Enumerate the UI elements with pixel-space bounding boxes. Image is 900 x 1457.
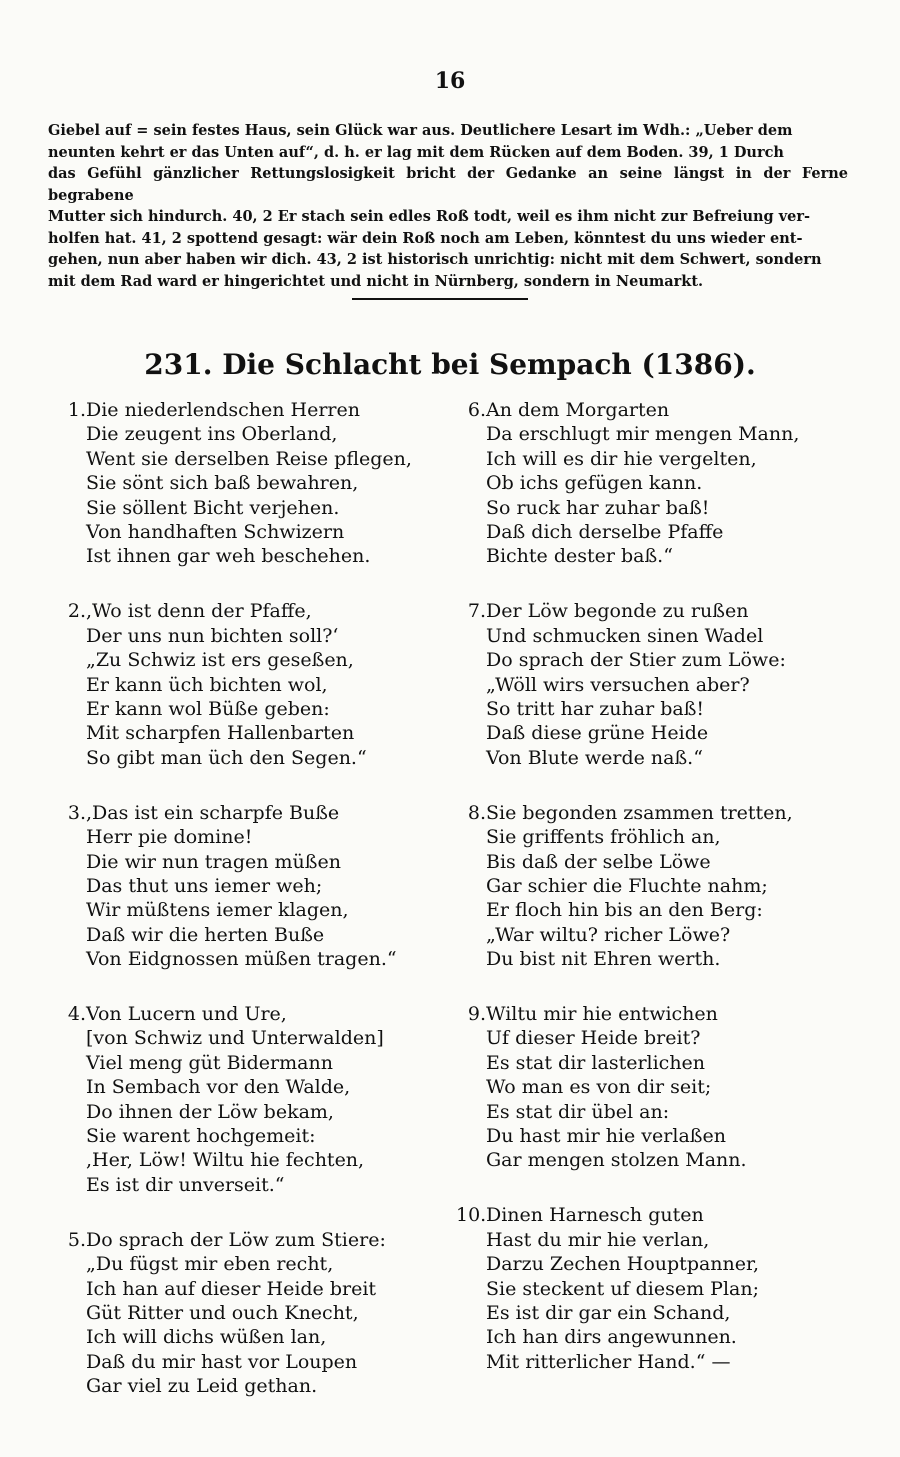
verse-line xyxy=(56,520,456,544)
verse-line xyxy=(56,1148,456,1172)
stanza-number: 3. xyxy=(67,801,86,824)
verse-text: Der uns nun bichten soll?‘ xyxy=(86,624,339,647)
verse-line xyxy=(456,874,856,898)
verse-line xyxy=(456,544,856,568)
verse-text: Güt Ritter und ouch Knecht, xyxy=(86,1302,359,1324)
verse-line xyxy=(456,721,856,745)
verse-line xyxy=(56,471,456,495)
verse-text: Ich han dirs angewunnen. xyxy=(486,1326,737,1349)
verse-line xyxy=(56,1277,456,1301)
verse-text: Ich will es dir hie vergelten, xyxy=(486,447,757,470)
verse-line xyxy=(56,673,456,697)
verse-line xyxy=(456,1228,856,1252)
verse-line xyxy=(456,1075,856,1099)
verse-text: Wir müßtens iemer klagen, xyxy=(86,899,349,922)
verse-line xyxy=(56,1350,456,1374)
verse-text: Es ist dir unverseit.“ xyxy=(86,1173,285,1196)
verse-text: Do ihnen der Löw bekam, xyxy=(86,1100,334,1123)
verse-text: Sie steckent uf diesem Plan; xyxy=(486,1277,759,1300)
verse-text: Es stat dir lasterlichen xyxy=(486,1051,706,1074)
verse-line xyxy=(56,599,456,623)
verse-text: Ist ihnen gar weh beschehen. xyxy=(86,545,371,568)
verse-line xyxy=(56,1051,456,1075)
verse-text: Es ist dir gar ein Schand, xyxy=(486,1302,731,1324)
verse-line xyxy=(56,1002,456,1026)
verse-text: Mit scharpfen Hallenbarten xyxy=(86,722,355,745)
verse-text: So gibt man üch den Segen.“ xyxy=(86,746,367,769)
verse-text: „Zu Schwiz ist ers geseßen, xyxy=(86,649,354,672)
verse-text: An dem Morgarten xyxy=(486,399,670,421)
footnotes xyxy=(48,120,848,292)
verse-line xyxy=(456,624,856,648)
verse-text: Gar schier die Fluchte nahm; xyxy=(486,874,768,897)
page-number: 16 xyxy=(434,68,466,94)
stanza xyxy=(456,801,856,972)
verse-text: Von Lucern und Ure, xyxy=(86,1003,287,1026)
verse-line xyxy=(456,1252,856,1276)
verse-line xyxy=(56,447,456,471)
verse-text: Hast du mir hie verlan, xyxy=(486,1228,710,1251)
verse-text: Das thut uns iemer weh; xyxy=(86,874,323,897)
stanza-number: 9. xyxy=(467,1003,486,1026)
stanza xyxy=(456,398,856,569)
verse-line xyxy=(56,496,456,520)
verse-text: Sie begonden zsammen tretten, xyxy=(486,801,793,824)
verse-text: Daß dich derselbe Pfaffe xyxy=(486,521,724,544)
verse-line xyxy=(456,746,856,770)
verse-text: Von Eidgnossen müßen tragen.“ xyxy=(86,948,397,971)
verse-text: Sie warent hochgemeit: xyxy=(86,1125,316,1148)
verse-line xyxy=(56,544,456,568)
verse-text: Die niederlendschen Herren xyxy=(86,399,360,421)
verse-text: Und schmucken sinen Wadel xyxy=(486,624,764,647)
verse-line xyxy=(456,825,856,849)
verse-text: Die zeugent ins Oberland, xyxy=(86,423,338,446)
verse-line xyxy=(56,1301,456,1325)
verse-line xyxy=(56,422,456,446)
verse-line xyxy=(56,1124,456,1148)
verse-text: Mit ritterlicher Hand.“ — xyxy=(486,1350,731,1373)
footnote-line: holfen hat. 41, 2 spottend gesagt: wär dein Roß noch am Leben, könntest du uns wieder ent- xyxy=(48,229,803,247)
verse-line xyxy=(56,1100,456,1124)
verse-text: Sie söllent Bicht verjehen. xyxy=(86,496,340,519)
stanza xyxy=(456,1203,856,1374)
verse-line xyxy=(456,1350,856,1374)
verse-text: „Wöll wirs versuchen aber? xyxy=(486,673,750,696)
verse-text: Ich will dichs wüßen lan, xyxy=(86,1326,327,1349)
verse-line xyxy=(56,850,456,874)
verse-text: Gar viel zu Leid gethan. xyxy=(86,1375,318,1398)
verse-text: Von Blute werde naß.“ xyxy=(486,746,703,769)
footnote-line: gehen, nun aber haben wir dich. 43, 2 ist historisch unrichtig: nicht mit dem Schwert, sondern xyxy=(48,251,822,268)
verse-line xyxy=(56,697,456,721)
verse-text: Bichte dester baß.“ xyxy=(486,545,673,568)
verse-line xyxy=(456,1124,856,1148)
verse-line xyxy=(456,471,856,495)
verse-text: Do sprach der Löw zum Stiere: xyxy=(86,1228,386,1251)
verse-line xyxy=(456,697,856,721)
verse-line xyxy=(456,599,856,623)
footnote-line: mit dem Rad ward er hingerichtet und nicht in Nürnberg, sondern in Neumarkt. xyxy=(48,272,704,290)
verse-text: Die wir nun tragen müßen xyxy=(86,850,341,873)
stanza xyxy=(56,1228,456,1399)
verse-text: Gar mengen stolzen Mann. xyxy=(486,1149,747,1172)
verse-line xyxy=(56,1252,456,1276)
verse-line xyxy=(456,898,856,922)
verse-text: Wiltu mir hie entwichen xyxy=(486,1003,718,1026)
verse-text: Ich han auf dieser Heide breit xyxy=(86,1277,377,1300)
verse-line xyxy=(56,624,456,648)
stanza xyxy=(56,599,456,770)
verse-line xyxy=(456,1325,856,1349)
stanza xyxy=(56,801,456,972)
verse-text: ,Wo ist denn der Pfaffe, xyxy=(86,600,312,623)
footnote-line: das Gefühl gänzlicher Rettungslosigkeit bricht der Gedanke an seine längst in der Ferne begrabene xyxy=(48,165,848,204)
stanza xyxy=(456,1002,856,1173)
verse-text: Daß wir die herten Buße xyxy=(86,923,325,946)
verse-text: So ruck har zuhar baß! xyxy=(486,496,710,519)
verse-text: Von handhaften Schwizern xyxy=(86,521,345,544)
verse-line xyxy=(456,850,856,874)
verse-line xyxy=(456,1203,856,1227)
stanza xyxy=(456,599,856,770)
verse-line xyxy=(56,746,456,770)
stanza-number: 2. xyxy=(67,600,86,623)
stanza-number: 8. xyxy=(467,801,486,824)
footnote-line: Mutter sich hindurch. 40, 2 Er stach sein edles Roß todt, weil es ihm nicht zur Befreiung ver- xyxy=(48,208,811,225)
verse-text: So tritt har zuhar baß! xyxy=(486,697,705,720)
verse-line xyxy=(456,923,856,947)
verse-line xyxy=(56,648,456,672)
verse-line xyxy=(456,496,856,520)
verse-text: [von Schwiz und Unterwalden] xyxy=(86,1027,384,1050)
verse-text: Uf dieser Heide breit? xyxy=(486,1027,701,1050)
verse-text: Darzu Zechen Houptpanner, xyxy=(486,1253,760,1276)
verse-line xyxy=(456,447,856,471)
stanza-number: 7. xyxy=(467,600,486,623)
stanza xyxy=(56,1002,456,1197)
verse-text: Daß diese grüne Heide xyxy=(486,722,709,745)
verse-text: Der Löw begonde zu rußen xyxy=(486,600,749,623)
verse-line xyxy=(56,398,456,422)
stanza-number: 4. xyxy=(67,1003,86,1026)
verse-text: Daß du mir hast vor Loupen xyxy=(86,1350,358,1373)
verse-line xyxy=(456,1148,856,1172)
verse-text: Ob ichs gefügen kann. xyxy=(486,472,703,495)
section-divider xyxy=(352,298,528,300)
verse-text: Es stat dir übel an: xyxy=(486,1100,670,1123)
verse-line xyxy=(456,673,856,697)
stanza-number: 6. xyxy=(467,399,486,421)
verse-line xyxy=(456,422,856,446)
stanza-number: 1. xyxy=(67,399,86,421)
stanza-number: 5. xyxy=(67,1228,86,1251)
verse-text: „Du fügst mir eben recht, xyxy=(86,1253,334,1276)
verse-text: „War wiltu? richer Löwe? xyxy=(486,923,731,946)
verse-line xyxy=(56,1173,456,1197)
verse-text: Sie sönt sich baß bewahren, xyxy=(86,472,359,495)
verse-line xyxy=(56,898,456,922)
verse-text: In Sembach vor den Walde, xyxy=(86,1076,351,1099)
verse-text: Herr pie domine! xyxy=(86,826,253,849)
verse-text: Went sie derselben Reise pflegen, xyxy=(86,447,412,470)
verse-line xyxy=(56,801,456,825)
verse-text: Viel meng güt Bidermann xyxy=(86,1051,333,1074)
verse-text: ,Das ist ein scharpfe Buße xyxy=(86,801,340,824)
verse-line xyxy=(56,1374,456,1398)
verse-line xyxy=(456,1301,856,1325)
verse-text: Da erschlugt mir mengen Mann, xyxy=(486,423,800,446)
verse-text: Er floch hin bis an den Berg: xyxy=(486,899,763,922)
verse-line xyxy=(456,947,856,971)
verse-line xyxy=(456,1277,856,1301)
verse-line xyxy=(56,947,456,971)
poem-title: 231. Die Schlacht bei Sempach (1386). xyxy=(144,348,756,381)
verse-text: ,Her, Löw! Wiltu hie fechten, xyxy=(86,1149,365,1172)
verse-line xyxy=(56,825,456,849)
verse-line xyxy=(456,1100,856,1124)
verse-line xyxy=(456,1051,856,1075)
poem-column-right xyxy=(456,398,856,1405)
verse-line xyxy=(456,398,856,422)
verse-text: Er kann wol Büße geben: xyxy=(86,697,330,720)
verse-text: Wo man es von dir seit; xyxy=(486,1076,712,1099)
verse-text: Dinen Harnesch guten xyxy=(486,1204,704,1227)
verse-line xyxy=(56,1228,456,1252)
verse-line xyxy=(456,1002,856,1026)
verse-text: Bis daß der selbe Löwe xyxy=(486,850,711,873)
stanza-number: 10. xyxy=(456,1204,487,1227)
verse-line xyxy=(56,874,456,898)
footnote-line: Giebel auf = sein festes Haus, sein Glück war aus. Deutlichere Lesart im Wdh.: „Ueber dem xyxy=(48,122,793,139)
verse-line xyxy=(456,1026,856,1050)
verse-line xyxy=(456,648,856,672)
verse-line xyxy=(56,1075,456,1099)
verse-line xyxy=(56,923,456,947)
verse-line xyxy=(56,1325,456,1349)
verse-line xyxy=(456,520,856,544)
verse-line xyxy=(56,1026,456,1050)
verse-text: Du hast mir hie verlaßen xyxy=(486,1125,726,1148)
verse-text: Do sprach der Stier zum Löwe: xyxy=(486,649,786,672)
verse-text: Du bist nit Ehren werth. xyxy=(486,948,721,971)
footnote-line: neunten kehrt er das Unten auf“, d. h. er lag mit dem Rücken auf dem Boden. 39, 1 Durch xyxy=(48,143,784,161)
poem-column-left xyxy=(56,398,456,1429)
verse-line xyxy=(456,801,856,825)
stanza xyxy=(56,398,456,569)
verse-text: Er kann üch bichten wol, xyxy=(86,673,328,696)
verse-line xyxy=(56,721,456,745)
verse-text: Sie griffents fröhlich an, xyxy=(486,826,721,849)
